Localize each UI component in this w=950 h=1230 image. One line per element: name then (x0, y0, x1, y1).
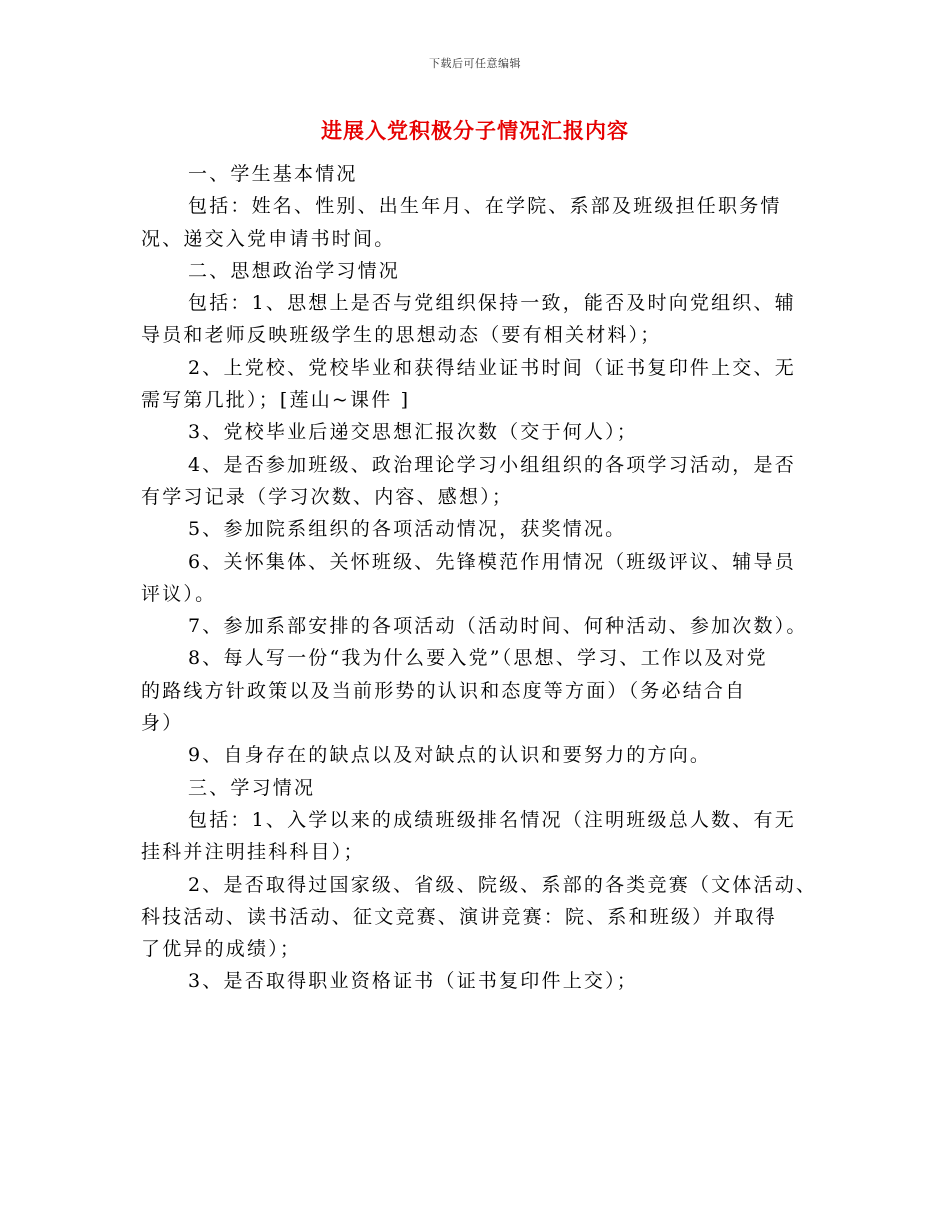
paragraph (141, 965, 826, 997)
paragraph-line: 9、自身存在的缺点以及对缺点的认识和要努力的方向。 (188, 744, 712, 767)
paragraph-line: 3、党校毕业后递交思想汇报次数（交于何人）； (188, 421, 638, 444)
paragraph-line: 6、关怀集体、关怀班级、先锋模范作用情况（班级评议、辅导员 (188, 550, 796, 573)
document-title: 进展入党积极分子情况汇报内容 (321, 118, 629, 143)
paragraph-line: 4、是否参加班级、政治理论学习小组组织的各项学习活动，是否 (188, 453, 796, 476)
paragraph (141, 416, 826, 448)
header-note: 下载后可任意编辑 (429, 57, 521, 70)
paragraph (141, 513, 826, 545)
paragraph (141, 869, 826, 966)
paragraph (141, 352, 826, 417)
paragraph (141, 158, 826, 190)
paragraph (141, 610, 826, 642)
paragraph (141, 642, 826, 739)
paragraph-line: 5、参加院系组织的各项活动情况，获奖情况。 (188, 518, 627, 541)
paragraph-line: 二、思想政治学习情况 (188, 259, 401, 282)
paragraph-line: 身） (141, 712, 184, 735)
paragraph (141, 739, 826, 771)
paragraph (141, 804, 826, 869)
paragraph (141, 255, 826, 287)
paragraph-line: 包括：1、入学以来的成绩班级排名情况（注明班级总人数、有无 (188, 808, 796, 831)
paragraph-line: 了优异的成绩）； (141, 938, 302, 961)
paragraph-line: 包括：1、思想上是否与党组织保持一致，能否及时向党组织、辅 (188, 292, 796, 315)
paragraph-line: 导员和老师反映班级学生的思想动态（要有相关材料）； (141, 324, 662, 347)
document-body (141, 158, 826, 998)
paragraph (141, 287, 826, 352)
paragraph-line: 7、参加系部安排的各项活动（活动时间、何种活动、参加次数）。 (188, 615, 808, 638)
paragraph-line: 的路线方针政策以及当前形势的认识和态度等方面）（务必结合自 (141, 679, 747, 702)
paragraph-line: 况、递交入党申请书时间。 (141, 227, 396, 250)
paragraph-line: 有学习记录（学习次数、内容、感想）； (141, 485, 514, 508)
paragraph (141, 772, 826, 804)
paragraph-line: 一、学生基本情况 (188, 163, 358, 185)
paragraph (141, 190, 826, 255)
paragraph-line: 3、是否取得职业资格证书（证书复印件上交）； (188, 970, 638, 993)
paragraph-line: 科技活动、读书活动、征文竞赛、演讲竞赛：院、系和班级）并取得 (141, 905, 778, 928)
paragraph-line: 包括：姓名、性别、出生年月、在学院、系部及班级担任职务情 (188, 195, 782, 218)
paragraph-line: 挂科并注明挂科科目）； (141, 841, 365, 864)
paragraph-line: 三、学习情况 (188, 776, 316, 799)
paragraph (141, 546, 826, 611)
paragraph-line: 8、每人写一份“我为什么要入党”（思想、学习、工作以及对党 (188, 647, 768, 670)
paragraph-line: 2、是否取得过国家级、省级、院级、系部的各类竞赛（文体活动、 (188, 873, 818, 896)
paragraph-line: 评议）。 (141, 582, 217, 605)
paragraph (141, 449, 826, 514)
paragraph-line: 2、上党校、党校毕业和获得结业证书时间（证书复印件上交、无 (188, 356, 796, 379)
paragraph-line: 需写第几批）；[莲山~课件 ] (141, 389, 411, 412)
